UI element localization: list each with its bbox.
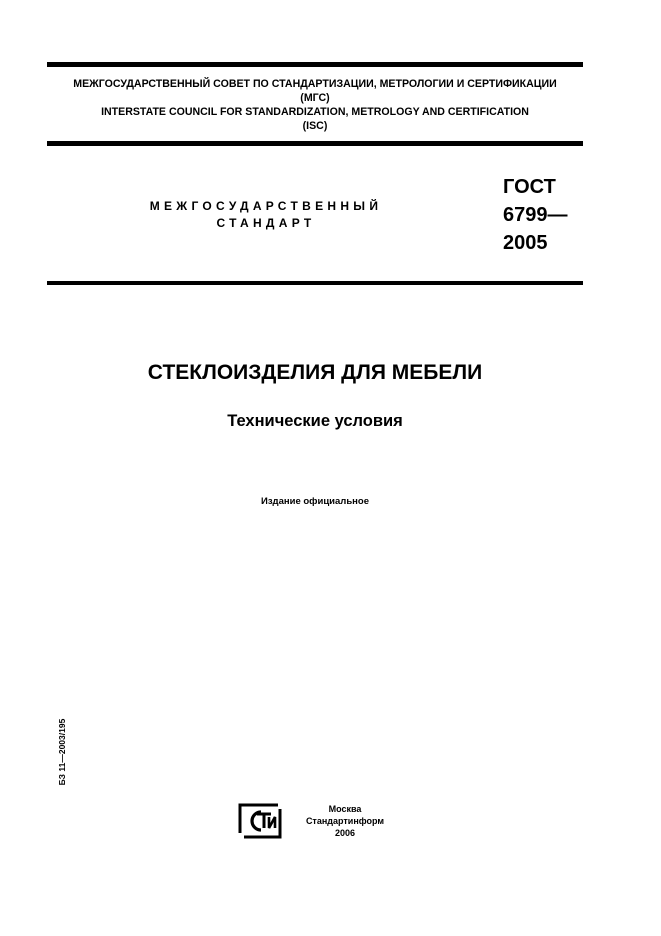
document-title: СТЕКЛОИЗДЕЛИЯ ДЛЯ МЕБЕЛИ: [147, 361, 483, 384]
council-abbr-en: (ISC): [302, 120, 328, 132]
publisher-imprint: [290, 803, 400, 839]
council-name-ru: МЕЖГОСУДАРСТВЕННЫЙ СОВЕТ ПО СТАНДАРТИЗАЦИИ, МЕТРОЛОГИИ И СЕРТИФИКАЦИИ: [73, 78, 557, 90]
document-subtitle: Технические условия: [227, 412, 403, 430]
bottom-rule: [47, 281, 583, 285]
publisher-year: 2006: [334, 828, 356, 838]
top-rule: [47, 62, 583, 67]
publisher-city: Москва: [328, 804, 362, 814]
standartinform-logo-icon: [238, 803, 282, 839]
standard-kind-line1: МЕЖГОСУДАРСТВЕННЫЙ: [149, 199, 383, 213]
gost-designation: [503, 173, 568, 257]
middle-rule: [47, 141, 583, 146]
publisher-name: Стандартинформ: [305, 816, 385, 826]
council-abbr-ru: (МГС): [300, 92, 330, 104]
council-header: [47, 77, 583, 133]
gost-year: 2005: [503, 232, 548, 254]
standard-kind-line2: СТАНДАРТ: [216, 216, 316, 230]
standard-kind: [130, 198, 402, 232]
gost-prefix: ГОСТ: [503, 176, 556, 198]
bz-code: БЗ 11—2003/195: [57, 718, 67, 786]
gost-number: 6799—: [503, 204, 568, 226]
edition-label: Издание официальное: [261, 496, 369, 507]
council-name-en: INTERSTATE COUNCIL FOR STANDARDIZATION, METROLOGY AND CERTIFICATION: [101, 106, 529, 118]
